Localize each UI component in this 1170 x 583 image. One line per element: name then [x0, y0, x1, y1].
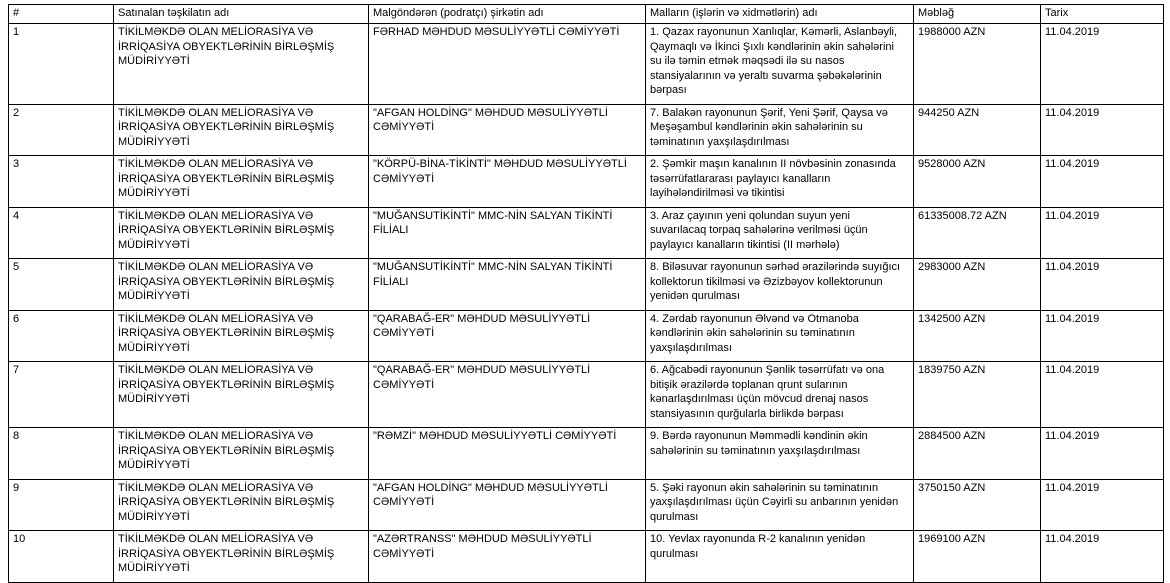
row-number: 10 — [9, 531, 114, 583]
buyer-name: TİKİLMƏKDƏ OLAN MELİORASİYA VƏ İRRİQASİYA OBYEKTLƏRİNİN BİRLƏŞMİŞ MÜDİRİYYƏTİ — [114, 362, 369, 428]
goods-description: 4. Zərdab rayonunun Əlvənd və Otmanoba kəndlərinin əkin sahələrinin su təminatının yaxşılaşdırılması — [646, 310, 914, 362]
goods-description: 5. Şəki rayonun əkin sahələrinin su təminatının yaxşılaşdırılması üçün Cəyirli su anbarının yenidən qurulması — [646, 479, 914, 531]
column-header-buyer: Satınalan təşkilatın adı — [114, 5, 369, 24]
buyer-name: TİKİLMƏKDƏ OLAN MELİORASİYA VƏ İRRİQASİYA OBYEKTLƏRİNİN BİRLƏŞMİŞ MÜDİRİYYƏTİ — [114, 479, 369, 531]
amount: 2884500 AZN — [914, 428, 1041, 480]
amount: 944250 AZN — [914, 104, 1041, 156]
buyer-name: TİKİLMƏKDƏ OLAN MELİORASİYA VƏ İRRİQASİYA OBYEKTLƏRİNİN BİRLƏŞMİŞ MÜDİRİYYƏTİ — [114, 310, 369, 362]
supplier-name: "RƏMZİ" MƏHDUD MƏSULİYYƏTLİ CƏMİYYƏTİ — [369, 428, 646, 480]
goods-description: 1. Qazax rayonunun Xanlıqlar, Kəmərli, Aslanbəyli, Qaymaqlı və İkinci Şıxlı kəndlərinin əkin sahələrini su ilə təmin etmək məqsədi ilə su nasos stansiyalarının və yeraltı suvarma şəbəkələrinin bərpası — [646, 24, 914, 105]
buyer-name: TİKİLMƏKDƏ OLAN MELİORASİYA VƏ İRRİQASİYA OBYEKTLƏRİNİN BİRLƏŞMİŞ MÜDİRİYYƏTİ — [114, 531, 369, 583]
table-row — [9, 259, 1164, 311]
table-body — [9, 24, 1164, 583]
goods-description: 7. Balakən rayonunun Şərif, Yeni Şərif, Qaysa və Meşəşambul kəndlərinin əkin sahələrinin su təminatının yaxşılaşdırılması — [646, 104, 914, 156]
date: 11.04.2019 — [1041, 207, 1164, 259]
goods-description: 6. Ağcabədi rayonunun Şənlik təsərrüfatı və ona bitişik ərazilərdə toplanan qrunt sularının kənarlaşdırılması üçün mövcud drenaj nasos stansiyasının qurğularla birlikdə bərpası — [646, 362, 914, 428]
column-header-date: Tarix — [1041, 5, 1164, 24]
amount: 1988000 AZN — [914, 24, 1041, 105]
amount: 1839750 AZN — [914, 362, 1041, 428]
table-row — [9, 24, 1164, 105]
supplier-name: "AFGAN HOLDİNG" MƏHDUD MƏSULİYYƏTLİ CƏMİYYƏTİ — [369, 104, 646, 156]
supplier-name: "QARABAĞ-ER" MƏHDUD MƏSULİYYƏTLİ CƏMİYYƏTİ — [369, 310, 646, 362]
date: 11.04.2019 — [1041, 259, 1164, 311]
goods-description: 9. Bərdə rayonunun Məmmədli kəndinin əkin sahələrinin su təminatının yaxşılaşdırılması — [646, 428, 914, 480]
row-number: 5 — [9, 259, 114, 311]
supplier-name: "MUĞANSUTİKİNTİ" MMC-NİN SALYAN TİKİNTİ FİLİALI — [369, 259, 646, 311]
date: 11.04.2019 — [1041, 156, 1164, 208]
column-header-goods: Malların (işlərin və xidmətlərin) adı — [646, 5, 914, 24]
buyer-name: TİKİLMƏKDƏ OLAN MELİORASİYA VƏ İRRİQASİYA OBYEKTLƏRİNİN BİRLƏŞMİŞ MÜDİRİYYƏTİ — [114, 156, 369, 208]
date: 11.04.2019 — [1041, 362, 1164, 428]
goods-description: 2. Şəmkir maşın kanalının II növbəsinin zonasında təsərrüfatlararası paylayıcı kanalların layihələndirilməsi və tikintisi — [646, 156, 914, 208]
date: 11.04.2019 — [1041, 428, 1164, 480]
row-number: 1 — [9, 24, 114, 105]
goods-description: 10. Yevlax rayonunda R-2 kanalının yenidən qurulması — [646, 531, 914, 583]
table-row — [9, 362, 1164, 428]
goods-description: 8. Biləsuvar rayonunun sərhəd ərazilərində suyığıcı kollektorun tikilməsi və Əzizbəyov kollektorunun yenidən qurulması — [646, 259, 914, 311]
table-row — [9, 207, 1164, 259]
supplier-name: FƏRHAD MƏHDUD MƏSULİYYƏTLİ CƏMİYYƏTİ — [369, 24, 646, 105]
amount: 1969100 AZN — [914, 531, 1041, 583]
table-row — [9, 104, 1164, 156]
buyer-name: TİKİLMƏKDƏ OLAN MELİORASİYA VƏ İRRİQASİYA OBYEKTLƏRİNİN BİRLƏŞMİŞ MÜDİRİYYƏTİ — [114, 207, 369, 259]
buyer-name: TİKİLMƏKDƏ OLAN MELİORASİYA VƏ İRRİQASİYA OBYEKTLƏRİNİN BİRLƏŞMİŞ MÜDİRİYYƏTİ — [114, 259, 369, 311]
supplier-name: "AFGAN HOLDİNG" MƏHDUD MƏSULİYYƏTLİ CƏMİYYƏTİ — [369, 479, 646, 531]
buyer-name: TİKİLMƏKDƏ OLAN MELİORASİYA VƏ İRRİQASİYA OBYEKTLƏRİNİN BİRLƏŞMİŞ MÜDİRİYYƏTİ — [114, 104, 369, 156]
row-number: 3 — [9, 156, 114, 208]
date: 11.04.2019 — [1041, 104, 1164, 156]
buyer-name: TİKİLMƏKDƏ OLAN MELİORASİYA VƏ İRRİQASİYA OBYEKTLƏRİNİN BİRLƏŞMİŞ MÜDİRİYYƏTİ — [114, 24, 369, 105]
header-row — [9, 5, 1164, 24]
table-row — [9, 479, 1164, 531]
table-row — [9, 310, 1164, 362]
goods-description: 3. Araz çayının yeni qolundan suyun yeni suvarılacaq torpaq sahələrinə verilməsi üçün paylayıcı kanalların tikintisi (II mərhələ) — [646, 207, 914, 259]
row-number: 8 — [9, 428, 114, 480]
amount: 9528000 AZN — [914, 156, 1041, 208]
amount: 61335008.72 AZN — [914, 207, 1041, 259]
row-number: 9 — [9, 479, 114, 531]
table-row — [9, 428, 1164, 480]
procurement-table — [8, 4, 1164, 583]
column-header-amount: Məbləğ — [914, 5, 1041, 24]
row-number: 4 — [9, 207, 114, 259]
supplier-name: "AZƏRTRANSS" MƏHDUD MƏSULİYYƏTLİ CƏMİYYƏTİ — [369, 531, 646, 583]
row-number: 2 — [9, 104, 114, 156]
date: 11.04.2019 — [1041, 531, 1164, 583]
table-row — [9, 531, 1164, 583]
supplier-name: "QARABAĞ-ER" MƏHDUD MƏSULİYYƏTLİ CƏMİYYƏTİ — [369, 362, 646, 428]
table-row — [9, 156, 1164, 208]
amount: 1342500 AZN — [914, 310, 1041, 362]
column-header-number: # — [9, 5, 114, 24]
date: 11.04.2019 — [1041, 479, 1164, 531]
column-header-supplier: Malgöndərən (podratçı) şirkətin adı — [369, 5, 646, 24]
date: 11.04.2019 — [1041, 24, 1164, 105]
supplier-name: "MUĞANSUTİKİNTİ" MMC-NİN SALYAN TİKİNTİ FİLİALI — [369, 207, 646, 259]
supplier-name: "KÖRPÜ-BİNA-TİKİNTİ" MƏHDUD MƏSULİYYƏTLİ CƏMİYYƏTİ — [369, 156, 646, 208]
date: 11.04.2019 — [1041, 310, 1164, 362]
amount: 3750150 AZN — [914, 479, 1041, 531]
amount: 2983000 AZN — [914, 259, 1041, 311]
row-number: 6 — [9, 310, 114, 362]
table-header — [9, 5, 1164, 24]
row-number: 7 — [9, 362, 114, 428]
buyer-name: TİKİLMƏKDƏ OLAN MELİORASİYA VƏ İRRİQASİYA OBYEKTLƏRİNİN BİRLƏŞMİŞ MÜDİRİYYƏTİ — [114, 428, 369, 480]
